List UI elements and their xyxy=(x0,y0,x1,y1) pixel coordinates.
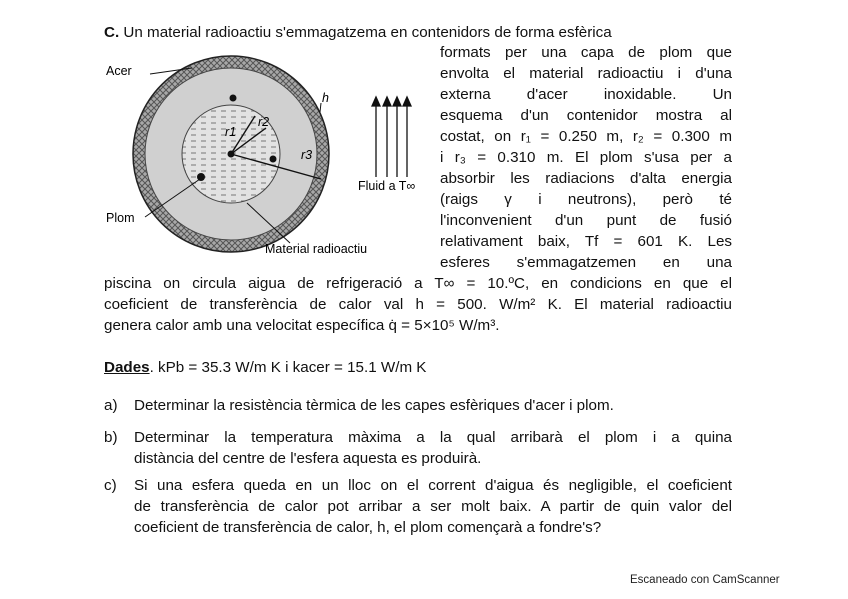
dades-line xyxy=(104,357,426,378)
dot xyxy=(270,156,277,163)
text-line: absorbir les radiacions d'alta energia xyxy=(440,170,732,187)
question-line: coeficient de transferència de calor, h, el plom començarà a fondre's? xyxy=(134,519,602,536)
container-diagram xyxy=(100,42,440,267)
problem-letter: C. xyxy=(104,24,120,41)
question-line: Determinar la resistència tèrmica de les capes esfèriques d'acer i plom. xyxy=(134,397,614,414)
question-line: Determinar la temperatura màxima a la qual arribarà el plom i a quina xyxy=(134,429,732,446)
dades-text: . kPb = 35.3 W/m K i kacer = 15.1 W/m K xyxy=(149,359,427,376)
label-r2: r2 xyxy=(258,115,270,129)
label-r3: r3 xyxy=(301,148,313,162)
dot xyxy=(230,95,237,102)
label-fluid: Fluid a T∞ xyxy=(358,179,416,193)
label-h: h xyxy=(322,91,329,105)
right-column xyxy=(440,42,732,273)
text-line: genera calor amb una velocitat específica q̇ = 5×10⁵ W/m³. xyxy=(104,317,500,334)
text-line: envolta el material radioactiu i d'una xyxy=(440,65,732,82)
question-line: de transferència de calor pot arribar a ser molt baix. A partir de quin valor del xyxy=(134,498,732,515)
text-line: coeficient de transferència de calor val h = 500. W/m² K. El material radioactiu xyxy=(104,296,732,313)
label-r1: r1 xyxy=(225,125,237,139)
text-line: esferes s'emmagatzemen en una xyxy=(440,254,732,271)
label-plom: Plom xyxy=(106,211,135,225)
question-line: Si una esfera queda en un lloc on el corrent d'aigua és negligible, el coeficient xyxy=(134,477,732,494)
text-line: costat, on r₁ = 0.250 m, r₂ = 0.300 m xyxy=(440,128,732,145)
label-acer: Acer xyxy=(106,64,132,78)
question-letter: b) xyxy=(104,429,118,446)
text-line: (raigs γ i neutrons), però té xyxy=(440,191,732,208)
text-line: piscina on circula aigua de refrigeració a T∞ = 10.ºC, en condicions en que el xyxy=(104,275,732,292)
label-material: Material radioactiu xyxy=(265,242,368,256)
dades-label: Dades xyxy=(104,359,150,376)
text-line: relativament baix, Tf = 601 K. Les xyxy=(440,233,732,250)
text-line: esquema d'un contenidor mostra al xyxy=(440,107,732,124)
text-line: formats per una capa de plom que xyxy=(440,44,732,61)
question-line: distància del centre de l'esfera aquesta es produirà. xyxy=(134,450,482,467)
question-letter: c) xyxy=(104,477,117,494)
full-width-lines xyxy=(104,273,732,336)
problem-first-line xyxy=(104,22,732,43)
text-line: externa d'acer inoxidable. Un xyxy=(440,86,732,103)
h-leader xyxy=(320,103,321,112)
text-line: l'inconvenient d'un punt de fusió xyxy=(440,212,732,229)
text-line: i r₃ = 0.310 m. El plom s'usa per a xyxy=(440,149,732,166)
problem-intro: Un material radioactiu s'emmagatzema en contenidors de forma esfèrica xyxy=(123,24,612,41)
question-letter: a) xyxy=(104,397,118,414)
fluid-arrows xyxy=(372,97,411,177)
scanner-watermark: Escaneado con CamScanner xyxy=(630,574,780,586)
